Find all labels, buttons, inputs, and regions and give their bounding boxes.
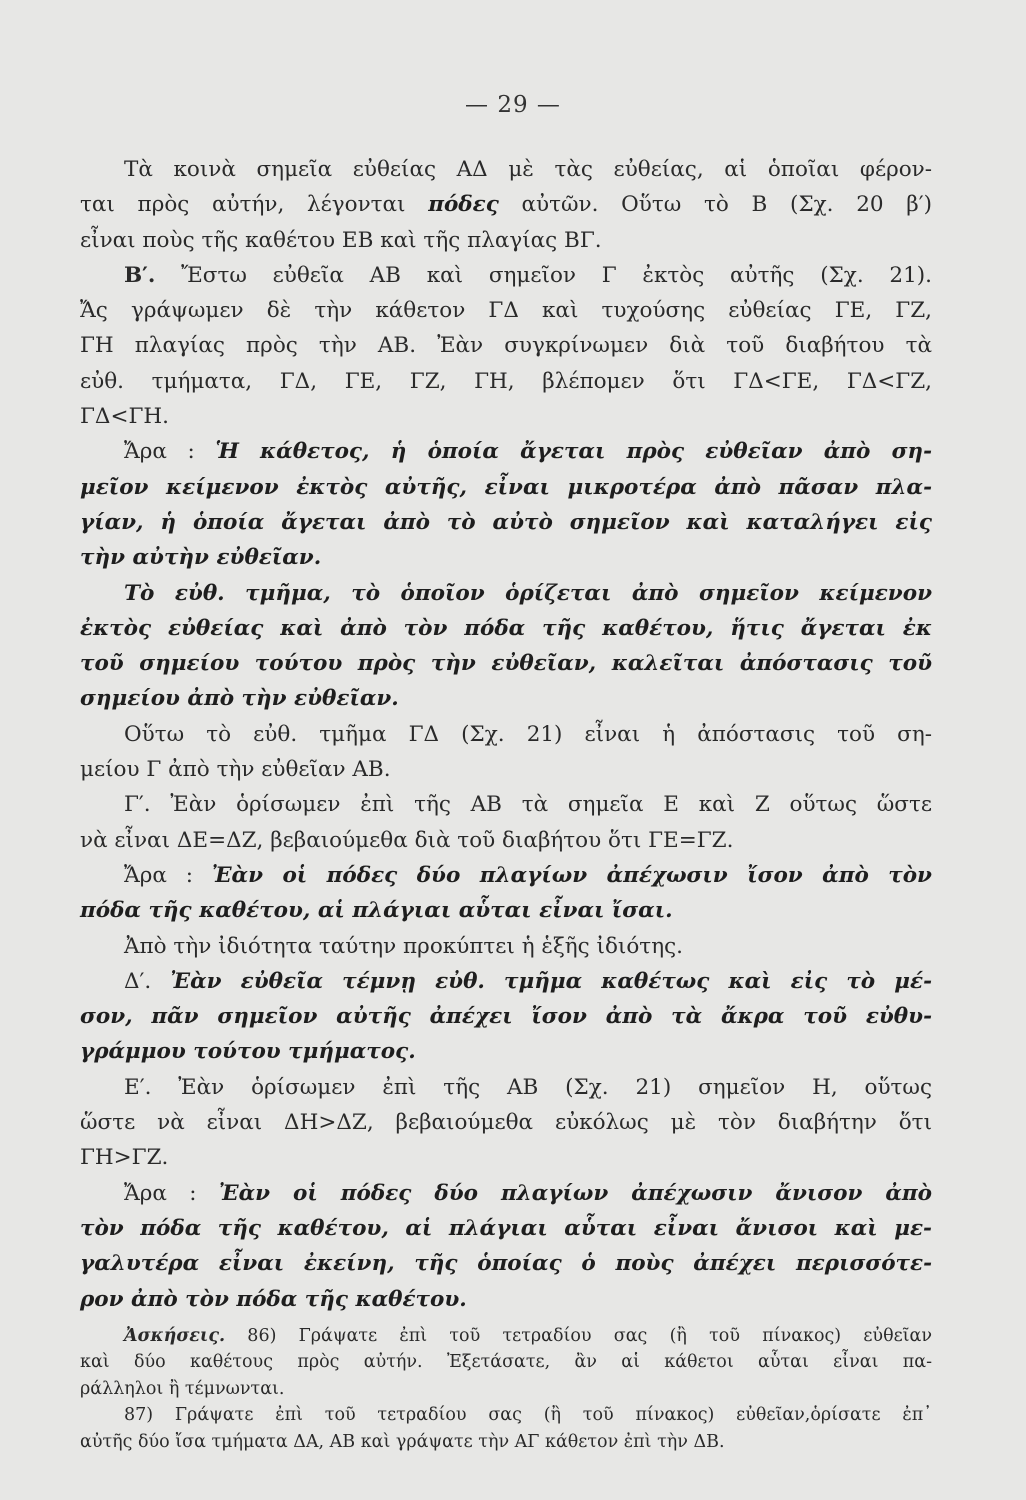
text-line: ὥστε νὰ εἶναι ΔΗ>ΔΖ, βεβαιούμεθα εὐκόλως μὲ τὸν διαβήτην ὅτι <box>80 1110 932 1136</box>
exercise-86-line: ράλληλοι ἢ τέμνωνται. <box>80 1378 285 1399</box>
text-line <box>80 681 932 716</box>
text-line <box>80 999 932 1034</box>
text-line <box>80 1282 932 1317</box>
text-line <box>80 964 932 999</box>
emphasis-text: Ἡ κάθετος, ἡ ὁποία ἄγεται πρὸς εὐθεῖαν ἀπὸ ση- <box>215 439 932 465</box>
text-line: ΓΔ<ΓΗ. <box>80 404 169 430</box>
emphasis-text: γαλυτέρα εἶναι ἐκείνη, τῆς ὁποίας ὁ ποὺς ἀπέχει περισσότε- <box>80 1251 932 1277</box>
text-line <box>80 258 932 293</box>
theorem-equal-obliques <box>80 858 932 929</box>
text-span: Ἐὰν ὁρίσωμεν ἐπὶ τῆς ΑΒ τὰ σημεῖα Ε καὶ Ζ οὕτως ὥστε <box>150 792 932 818</box>
emphasis-term: πόδες <box>428 192 499 218</box>
exercises-block <box>80 1323 932 1456</box>
emphasis-text: ρον ἀπὸ τὸν πόδα τῆς καθέτου. <box>80 1286 467 1312</box>
therefore-lead: Ἄρα : <box>124 439 216 465</box>
emphasis-text: τὸν πόδα τῆς καθέτου, αἱ πλάγιαι αὗται εἶναι ἄνισοι καὶ με- <box>80 1215 932 1241</box>
text-line <box>80 611 932 646</box>
page-number: — 29 — <box>465 92 561 118</box>
emphasis-text: σον, πᾶν σημεῖον αὐτῆς ἀπέχει ἴσον ἀπὸ τὰ ἄκρα τοῦ εὐθυ- <box>80 1004 932 1030</box>
text-line <box>80 470 932 505</box>
page-body <box>80 152 932 1455</box>
text-line <box>80 858 932 893</box>
emphasis-text: μεῖον κείμενον ἐκτὸς αὐτῆς, εἶναι μικροτέρα ἀπὸ πᾶσαν πλα- <box>80 474 932 500</box>
paragraph-corollary-intro <box>80 929 932 964</box>
exercise-86-line <box>80 1323 932 1350</box>
text-line <box>80 1034 932 1069</box>
text-span: αὐτῶν. Οὕτω τὸ Β (Σχ. 20 β′) <box>498 192 932 218</box>
text-line: Ἀπὸ τὴν ἰδιότητα ταύτην προκύπτει ἡ ἑξῆς ἰδιότης. <box>124 933 683 959</box>
text-line <box>80 646 932 681</box>
text-line <box>80 576 932 611</box>
emphasis-text: πόδα τῆς καθέτου, αἱ πλάγιαι αὗται εἶναι ἴσαι. <box>80 898 673 924</box>
section-label: Ε′. <box>124 1074 152 1100</box>
text-line: Οὕτω τὸ εὐθ. τμῆμα ΓΔ (Σχ. 21) εἶναι ἡ ἀπόστασις τοῦ ση- <box>124 721 932 747</box>
text-line <box>80 505 932 540</box>
text-line <box>80 1176 932 1211</box>
text-span: Ἔστω εὐθεῖα ΑΒ καὶ σημεῖον Γ ἐκτὸς αὐτῆς (Σχ. 21). <box>155 262 932 288</box>
paragraph-section-e <box>80 1070 932 1176</box>
emphasis-text: Ἐὰν εὐθεῖα τέμνῃ εὐθ. τμῆμα καθέτως καὶ εἰς τὸ μέ- <box>151 968 932 994</box>
emphasis-text: Ἐὰν οἱ πόδες δύο πλαγίων ἀπέχωσιν ἴσον ἀπὸ τὸν <box>211 862 932 888</box>
text-line: ΓΗ πλαγίας πρὸς τὴν ΑΒ. Ἐὰν συγκρίνωμεν διὰ τοῦ διαβήτου τὰ <box>80 333 932 359</box>
text-line <box>80 1070 932 1105</box>
exercises-label: Ἀσκήσεις. <box>124 1325 226 1346</box>
emphasis-text: Ἐὰν οἱ πόδες δύο πλαγίων ἀπέχωσιν ἄνισον ἀπὸ <box>218 1180 932 1206</box>
emphasis-text: γίαν, ἡ ὁποία ἄγεται ἀπὸ τὸ αὐτὸ σημεῖον καὶ καταλήγει εἰς <box>80 509 932 535</box>
text-line: εὐθ. τμήματα, ΓΔ, ΓΕ, ΓΖ, ΓΗ, βλέπομεν ὅτι ΓΔ<ΓΕ, ΓΔ<ΓΖ, <box>80 368 932 394</box>
section-label: Β′. <box>124 262 156 288</box>
paragraph-distance-example <box>80 717 932 788</box>
therefore-lead: Ἄρα : <box>124 862 212 888</box>
emphasis-text: τοῦ σημείου τούτου πρὸς τὴν εὐθεῖαν, καλεῖται ἀπόστασις τοῦ <box>80 651 932 677</box>
text-span: Ἐὰν ὁρίσωμεν ἐπὶ τῆς ΑΒ (Σχ. 21) σημεῖον Η, οὕτως <box>151 1074 932 1100</box>
emphasis-text: γράμμου τούτου τμήματος. <box>80 1039 416 1065</box>
emphasis-text: Τὸ εὐθ. τμῆμα, τὸ ὁποῖον ὁρίζεται ἀπὸ σημεῖον κείμενον <box>124 580 932 606</box>
paragraph-section-c <box>80 787 932 858</box>
theorem-perpendicular-shortest <box>80 434 932 575</box>
text-line <box>80 540 932 575</box>
text-line: νὰ εἶναι ΔΕ=ΔΖ, βεβαιούμεθα διὰ τοῦ διαβήτου ὅτι ΓΕ=ΓΖ. <box>80 827 734 853</box>
text-line <box>80 1211 932 1246</box>
text-line <box>80 893 932 928</box>
emphasis-text: τὴν αὐτὴν εὐθεῖαν. <box>80 545 322 571</box>
section-label: Δ′. <box>124 968 152 994</box>
paragraph-feet-definition <box>80 152 932 258</box>
text-line <box>80 1246 932 1281</box>
exercise-86-line: καὶ δύο καθέτους πρὸς αὐτήν. Ἐξετάσατε, ἂν αἱ κάθετοι αὗται εἶναι πα- <box>80 1352 932 1373</box>
text-line: μείου Γ ἀπὸ τὴν εὐθεῖαν ΑΒ. <box>80 757 391 783</box>
text-span: ται πρὸς αὐτήν, λέγονται <box>80 192 429 218</box>
exercise-87-line: 87) Γράψατε ἐπὶ τοῦ τετραδίου σας (ἢ τοῦ πίνακος) εὐθεῖαν,ὁρίσατε ἐπ᾽ <box>124 1405 932 1426</box>
paragraph-section-d <box>80 964 932 1070</box>
text-line: εἶναι ποὺς τῆς καθέτου ΕΒ καὶ τῆς πλαγίας ΒΓ. <box>80 227 602 253</box>
text-line: ΓΗ>ΓΖ. <box>80 1145 169 1171</box>
emphasis-text: ἐκτὸς εὐθείας καὶ ἀπὸ τὸν πόδα τῆς καθέτου, ἥτις ἄγεται ἐκ <box>80 615 932 641</box>
emphasis-text: σημείου ἀπὸ τὴν εὐθεῖαν. <box>80 686 399 712</box>
text-line: Ἄς γράψωμεν δὲ τὴν κάθετον ΓΔ καὶ τυχούσης εὐθείας ΓΕ, ΓΖ, <box>80 298 932 324</box>
text-line <box>80 434 932 469</box>
text-span: 86) Γράψατε ἐπὶ τοῦ τετραδίου σας (ἢ τοῦ πίνακος) εὐθεῖαν <box>225 1325 932 1346</box>
exercise-87-line: αὐτῆς δύο ἴσα τμήματα ΔΑ, ΑΒ καὶ γράψατε τὴν ΑΓ κάθετον ἐπὶ τὴν ΔΒ. <box>80 1431 725 1452</box>
theorem-unequal-obliques <box>80 1176 932 1317</box>
therefore-lead: Ἄρα : <box>124 1180 219 1206</box>
text-line: Τὰ κοινὰ σημεῖα εὐθείας ΑΔ μὲ τὰς εὐθείας, αἱ ὁποῖαι φέρον- <box>124 157 932 182</box>
section-label: Γ′. <box>124 792 151 818</box>
paragraph-section-b <box>80 258 932 434</box>
text-line <box>80 787 932 822</box>
definition-distance <box>80 576 932 717</box>
text-line <box>80 187 932 222</box>
